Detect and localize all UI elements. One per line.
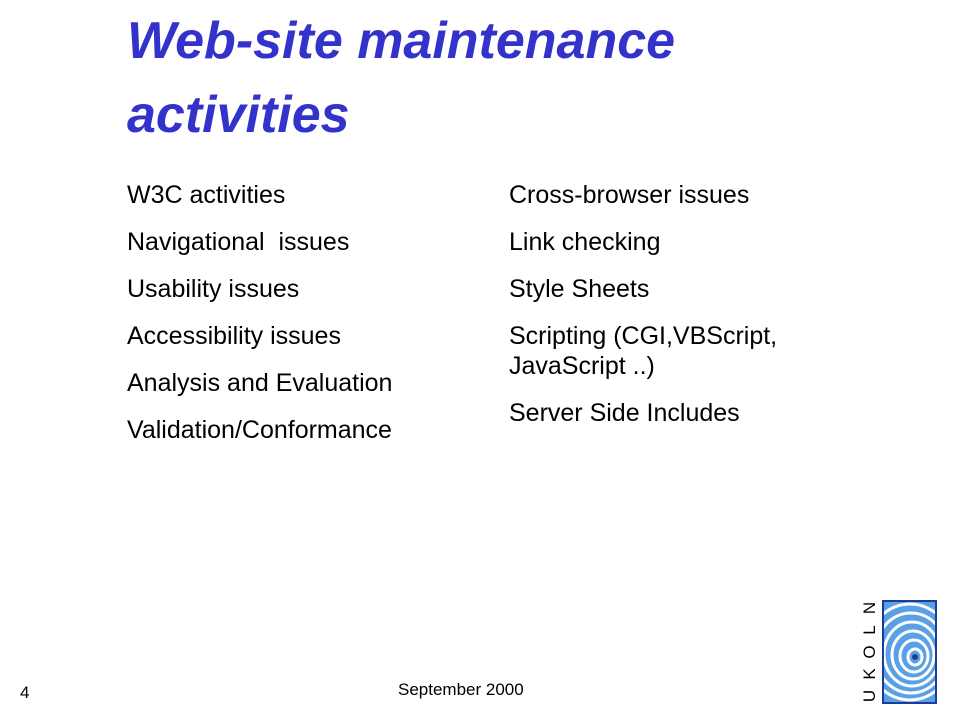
slide-number: 4 [20,683,30,702]
list-item: Usability issues [127,275,300,303]
footer-date: September 2000 [398,680,524,699]
list-item: Scripting (CGI,VBScript, JavaScript ..) [509,322,778,380]
slide-title: Web-site maintenance activities [127,12,676,144]
left-bullet-list [127,180,497,462]
list-item: Analysis and Evaluation [127,369,393,397]
list-item: Cross-browser issues [509,181,750,209]
list-item: Navigational issues [127,228,350,256]
list-item: Validation/Conformance [127,416,392,444]
list-item: Server Side Includes [509,399,740,427]
list-item: Accessibility issues [127,322,341,350]
logo-letter: N [860,601,879,615]
logo-letter: O [860,645,879,659]
logo-letters [860,598,880,706]
ukoln-logo-icon [882,600,937,704]
logo-letter: U [860,689,879,703]
ukoln-logo [860,598,938,706]
logo-letter: L [860,625,879,635]
right-bullet-list [509,180,889,445]
logo-letter: K [860,668,879,680]
list-item: Style Sheets [509,275,650,303]
list-item: Link checking [509,228,661,256]
list-item: W3C activities [127,181,286,209]
